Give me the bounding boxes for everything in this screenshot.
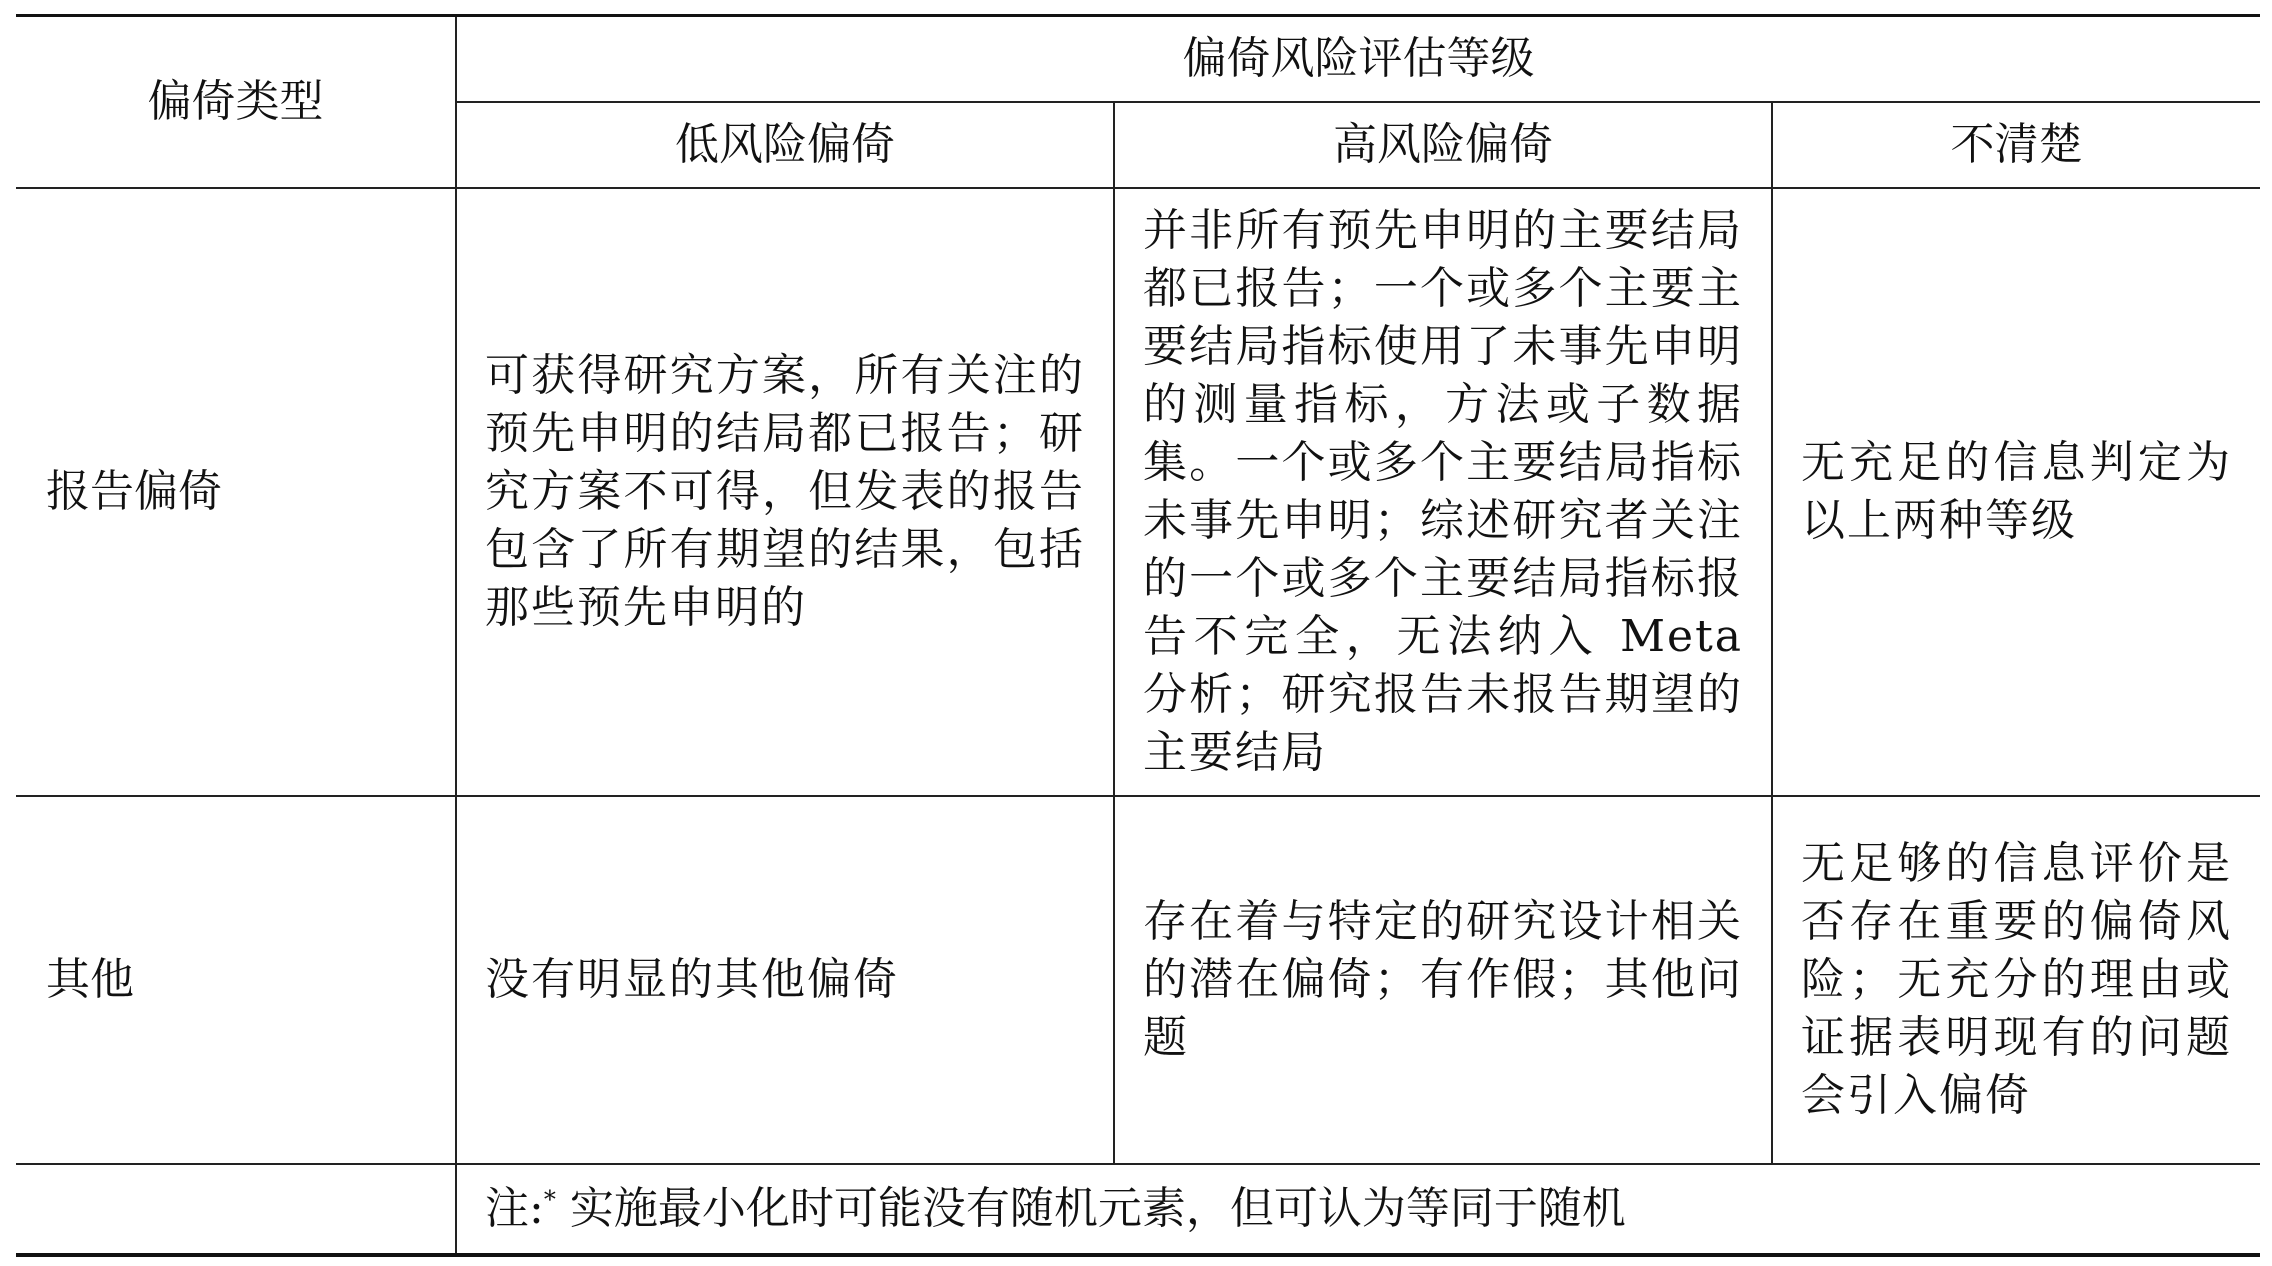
row-label-other: 其他 <box>16 796 456 1164</box>
low-risk-header: 低风险偏倚 <box>456 102 1114 188</box>
note-empty-cell <box>16 1164 456 1255</box>
reporting-bias-low-risk-cell: 可获得研究方案，所有关注的预先申明的结局都已报告；研究方案不可得，但发表的报告包含了所有期望的结果，包括那些预先申明的 <box>456 188 1114 796</box>
table-row-other <box>16 796 2260 1164</box>
note-row <box>16 1164 2260 1255</box>
header-row-1 <box>16 16 2260 103</box>
reporting-bias-unclear-cell: 无充足的信息判定为以上两种等级 <box>1772 188 2260 796</box>
note-prefix: 注: <box>485 1183 544 1234</box>
high-risk-header: 高风险偏倚 <box>1114 102 1772 188</box>
note-marker: * <box>543 1185 556 1214</box>
note-text: 实施最小化时可能没有随机元素，但可认为等同于随机 <box>555 1183 1626 1234</box>
bias-risk-table <box>16 14 2260 1257</box>
unclear-header: 不清楚 <box>1772 102 2260 188</box>
other-unclear-cell: 无足够的信息评价是否存在重要的偏倚风险；无充分的理由或证据表明现有的问题会引入偏倚 <box>1772 796 2260 1164</box>
other-low-risk-cell: 没有明显的其他偏倚 <box>456 796 1114 1164</box>
risk-level-group-header: 偏倚风险评估等级 <box>456 16 2260 103</box>
other-high-risk-cell: 存在着与特定的研究设计相关的潜在偏倚；有作假；其他问题 <box>1114 796 1772 1164</box>
table-row-reporting-bias <box>16 188 2260 796</box>
bias-type-header: 偏倚类型 <box>16 16 456 189</box>
table-note <box>456 1164 2260 1255</box>
row-label-reporting-bias: 报告偏倚 <box>16 188 456 796</box>
reporting-bias-high-risk-cell: 并非所有预先申明的主要结局都已报告；一个或多个主要主要结局指标使用了未事先申明的测量指标，方法或子数据集。一个或多个主要结局指标未事先申明；综述研究者关注的一个或多个主要结局指标报告不完全，无法纳入 Meta 分析；研究报告未报告期望的主要结局 <box>1114 188 1772 796</box>
